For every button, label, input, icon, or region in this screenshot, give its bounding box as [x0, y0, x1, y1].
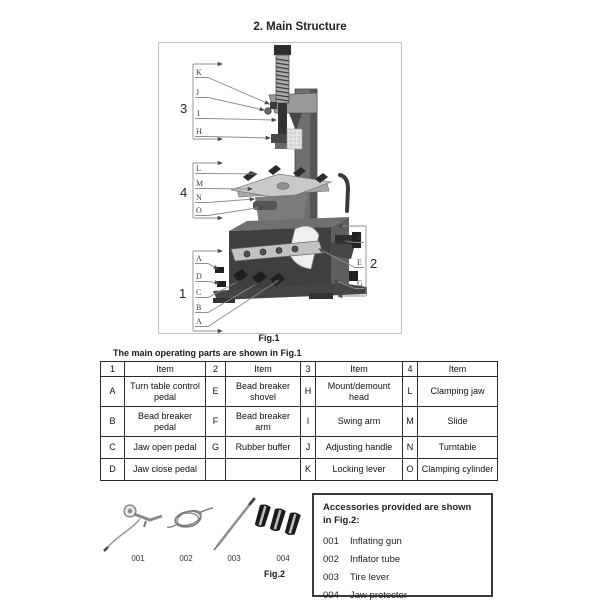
table-row	[101, 459, 498, 481]
table-header-cell: Item	[125, 362, 206, 377]
tire-lever-illustration	[214, 499, 254, 550]
accessory-number-001: 001	[131, 554, 145, 563]
callout-label-D: D	[196, 272, 202, 281]
table-cell: K	[301, 459, 316, 481]
table-cell: O	[403, 459, 418, 481]
table-cell: Bead breaker pedal	[125, 407, 206, 437]
table-cell: Mount/demount head	[316, 377, 403, 407]
table-cell: M	[403, 407, 418, 437]
spring-shaft	[265, 45, 291, 136]
accessory-item-number: 002	[323, 554, 339, 565]
table-header-row	[101, 362, 498, 377]
fig1-diagram	[158, 42, 402, 334]
table-cell: C	[101, 437, 125, 459]
table-row	[101, 437, 498, 459]
accessory-number-003: 003	[227, 554, 241, 563]
table-cell: J	[301, 437, 316, 459]
callout-label-E: E	[357, 258, 362, 267]
table-cell: Clamping cylinder	[418, 459, 498, 481]
column-label-plate	[287, 129, 302, 149]
table-cell: L	[403, 377, 418, 407]
callout-label-O: O	[196, 206, 202, 215]
accessory-item	[323, 554, 483, 565]
table-cell: I	[301, 407, 316, 437]
table-cell: Slide	[418, 407, 498, 437]
accessory-number-002: 002	[179, 554, 193, 563]
accessory-item	[323, 572, 483, 583]
table-cell: E	[206, 377, 226, 407]
group-number-1: 1	[179, 286, 187, 301]
table-header-cell: Item	[316, 362, 403, 377]
table-cell: Clamping jaw	[418, 377, 498, 407]
callout-label-B: B	[196, 303, 202, 312]
table-cell: Locking lever	[316, 459, 403, 481]
callout-label-C: C	[196, 288, 202, 297]
table-row	[101, 377, 498, 407]
tire-changer-illustration	[159, 43, 401, 333]
accessories-box-title-line2: in Fig.2:	[323, 515, 360, 526]
fig2-caption: Fig.2	[264, 569, 286, 579]
parts-table	[100, 361, 498, 481]
table-cell: Turn table control pedal	[125, 377, 206, 407]
locking-lever-handle	[340, 175, 348, 211]
table-cell: Adjusting handle	[316, 437, 403, 459]
table-cell: B	[101, 407, 125, 437]
table-cell: A	[101, 377, 125, 407]
callout-label-K: K	[196, 68, 202, 77]
jaw-protector-illustration	[255, 503, 302, 536]
table-header-cell: Item	[226, 362, 301, 377]
accessory-item-number: 003	[323, 572, 339, 583]
group-number-2: 2	[370, 256, 378, 271]
inflator-tube-illustration	[167, 508, 213, 529]
accessory-item-name: Inflating gun	[350, 536, 402, 547]
group-number-3: 3	[180, 101, 188, 116]
accessories-box	[312, 493, 493, 600]
table-cell: D	[101, 459, 125, 481]
group-number-4: 4	[180, 185, 188, 200]
accessory-item	[323, 536, 483, 547]
accessory-item-name: Inflator tube	[350, 554, 401, 565]
mount-demount-head	[271, 134, 289, 149]
table-row	[101, 407, 498, 437]
table-header-cell: 3	[301, 362, 316, 377]
table-header-cell: 2	[206, 362, 226, 377]
accessory-item-name: Tire lever	[350, 572, 390, 583]
callout-label-N: N	[196, 193, 202, 202]
table-cell: Turntable	[418, 437, 498, 459]
fig1-caption: Fig.1	[258, 333, 280, 343]
table-header-cell: 4	[403, 362, 418, 377]
accessory-item-name: Jaw protector	[350, 590, 408, 600]
table-cell	[226, 459, 301, 481]
accessory-number-004: 004	[276, 554, 290, 563]
callout-label-I: I	[197, 109, 200, 118]
accessory-item-number: 001	[323, 536, 339, 547]
accessory-item	[323, 590, 483, 600]
callout-label-A-lower: A	[196, 317, 202, 326]
table-cell: Jaw close pedal	[125, 459, 206, 481]
callout-label-L: L	[196, 164, 201, 173]
clamping-cylinder	[253, 201, 277, 210]
table-cell: Bead breaker shovel	[226, 377, 301, 407]
table-cell: F	[206, 407, 226, 437]
callout-label-A-upper: A	[196, 254, 202, 263]
page-title: 2. Main Structure	[253, 21, 347, 33]
accessories-list	[323, 536, 483, 600]
table-cell: Jaw open pedal	[125, 437, 206, 459]
table-cell: G	[206, 437, 226, 459]
callout-bracket-3	[180, 64, 276, 139]
callout-label-F: F	[357, 233, 362, 242]
accessory-item-number: 004	[323, 590, 339, 600]
intro-text: The main operating parts are shown in Fig.1	[113, 348, 302, 358]
callout-label-J: J	[196, 88, 200, 97]
callout-label-M: M	[196, 179, 204, 188]
table-cell: Swing arm	[316, 407, 403, 437]
callout-label-H: H	[196, 127, 202, 136]
table-cell: Rubber buffer	[226, 437, 301, 459]
table-header-cell: Item	[418, 362, 498, 377]
accessories-box-title-line1: Accessories provided are shown	[323, 502, 472, 513]
table-cell: Bead breaker arm	[226, 407, 301, 437]
table-cell: H	[301, 377, 316, 407]
inflating-gun-illustration	[104, 505, 162, 551]
table-cell: N	[403, 437, 418, 459]
callout-label-G: G	[357, 279, 363, 288]
table-cell	[206, 459, 226, 481]
table-header-cell: 1	[101, 362, 125, 377]
